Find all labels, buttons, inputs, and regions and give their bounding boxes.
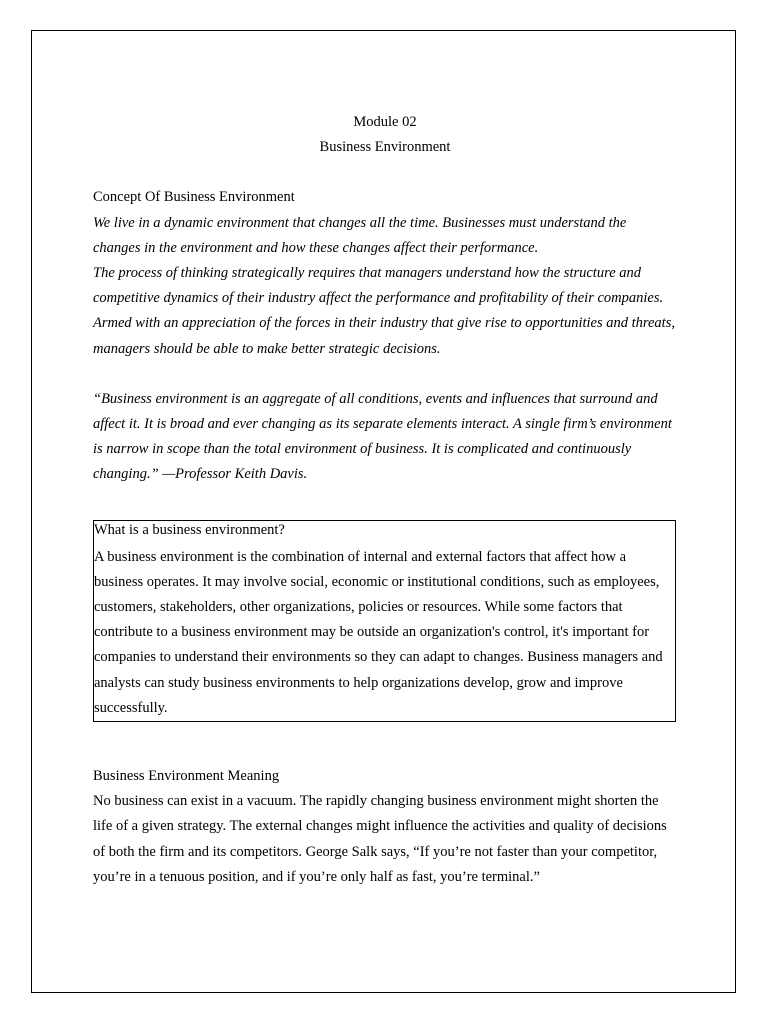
spacer: [93, 488, 677, 520]
definition-box: [93, 520, 676, 722]
concept-paragraph-1: We live in a dynamic environment that changes all the time. Businesses must understand the changes in the environment and how these changes affect their performance.: [93, 214, 627, 256]
concept-heading: Concept Of Business Environment: [93, 189, 295, 206]
definition-answer: A business environment is the combination of internal and external factors that affect how a business operates. It may involve social, economic or institutional conditions, such as employees, customers, stakeholders, other organizations, policies or resources. While some factors that contribute to a business environment may be outside an organization's control, it's important for companies to understand their environments so they can adapt to changes. Business managers and analysts can study business environments to help organizations develop, grow and improve successfully.: [94, 548, 663, 716]
module-label: Module 02: [353, 114, 417, 130]
module-title: Business Environment: [319, 139, 451, 156]
meaning-paragraph: No business can exist in a vacuum. The rapidly changing business environment might shorten the life of a given strategy. The external changes might influence the activities and quality of decisions of both the firm and its competitors. George Salk says, “If you’re not faster than your competitor, you’re in a tenuous position, and if you’re only half as fast, you’re terminal.”: [93, 793, 667, 885]
meaning-heading: Business Environment Meaning: [93, 768, 280, 785]
spacer: [93, 160, 677, 185]
spacer: [93, 362, 677, 387]
definition-question: What is a business environment?: [94, 521, 285, 538]
davis-quote: “Business environment is an aggregate of all conditions, events and influences that surround and affect it. It is broad and ever changing as its separate elements interact. A single firm’s environment is narrow in scope than the total environment of business. It is complicated and continuously changing.” —Professor Keith Davis.: [93, 390, 672, 483]
spacer: [93, 722, 677, 764]
document-content: [93, 110, 677, 890]
concept-paragraph-2: The process of thinking strategically requires that managers understand how the structure and competitive dynamics of their industry affect the performance and profitability of their companies. Armed with an appreciation of the forces in their industry that give rise to opportunities and threats, managers should be able to make better strategic decisions.: [93, 265, 675, 357]
